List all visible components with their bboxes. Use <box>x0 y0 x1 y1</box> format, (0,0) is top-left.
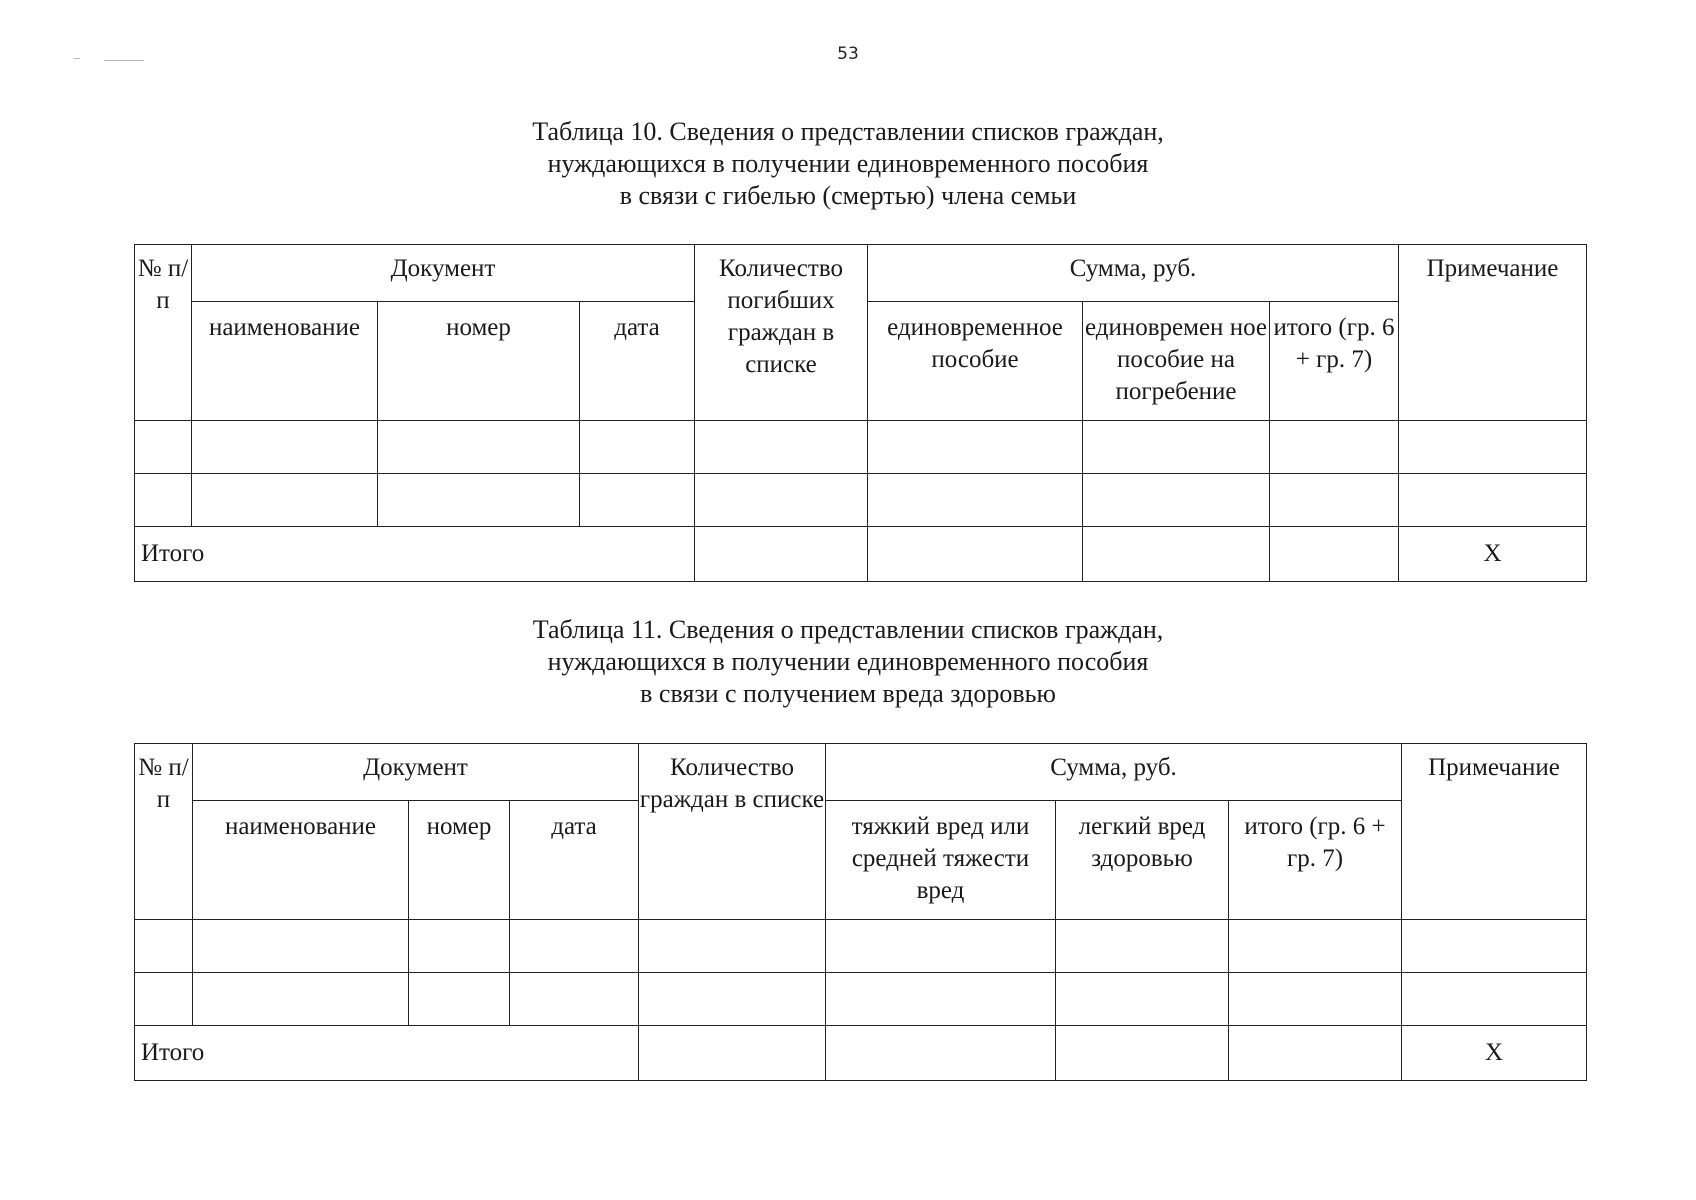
table-cell <box>510 920 639 973</box>
table-10 <box>134 244 1587 582</box>
header-doc-name: наименование <box>192 302 378 421</box>
total-label: Итого <box>135 527 695 582</box>
header-count: Количество погибших граждан в списке <box>695 245 868 421</box>
table-cell <box>580 421 695 474</box>
header-sum-col1: единовременное пособие <box>868 302 1083 421</box>
table-cell <box>135 920 193 973</box>
table-cell <box>826 973 1056 1026</box>
table-cell <box>192 421 378 474</box>
table-cell <box>1399 421 1587 474</box>
table-cell <box>639 973 826 1026</box>
header-doc-number: номер <box>409 801 510 920</box>
table-cell <box>695 474 868 527</box>
table-cell <box>193 973 409 1026</box>
table-cell <box>695 421 868 474</box>
table-cell <box>639 1026 826 1081</box>
table-row <box>135 421 1587 474</box>
table-cell <box>1402 920 1587 973</box>
page-number: 53 <box>837 44 859 64</box>
header-doc-date: дата <box>580 302 695 421</box>
header-sum: Сумма, руб. <box>826 744 1402 801</box>
table-cell <box>1270 527 1399 582</box>
table-cell <box>193 920 409 973</box>
table-10-title-line: в связи с гибелью (смертью) члена семьи <box>619 181 1077 210</box>
table-cell <box>1056 920 1229 973</box>
total-row <box>135 1026 1587 1081</box>
table-10-title-line: Таблица 10. Сведения о представлении списков граждан, <box>532 117 1164 146</box>
header-sum: Сумма, руб. <box>868 245 1399 302</box>
table-cell <box>510 973 639 1026</box>
table-cell <box>868 421 1083 474</box>
table-cell <box>135 421 192 474</box>
table-cell <box>639 920 826 973</box>
table-cell <box>1083 421 1270 474</box>
table-cell <box>378 474 580 527</box>
table-cell <box>1056 973 1229 1026</box>
total-note: Х <box>1402 1026 1587 1081</box>
scan-speck <box>104 60 144 61</box>
table-cell <box>1270 421 1399 474</box>
header-doc-date: дата <box>510 801 639 920</box>
header-sum-total: итого (гр. 6 + гр. 7) <box>1270 302 1399 421</box>
header-sum-col1: тяжкий вред или средней тяжести вред <box>826 801 1056 920</box>
table-cell <box>1083 474 1270 527</box>
table-cell <box>868 527 1083 582</box>
table-10-title <box>0 116 1696 212</box>
table-cell <box>826 1026 1056 1081</box>
table-11-title-line: нуждающихся в получении единовременного пособия <box>547 647 1149 676</box>
table-row <box>135 920 1587 973</box>
header-sum-col2: легкий вред здоровью <box>1056 801 1229 920</box>
table-11 <box>134 743 1587 1081</box>
table-cell <box>409 973 510 1026</box>
header-doc-name: наименование <box>193 801 409 920</box>
table-cell <box>135 474 192 527</box>
table-cell <box>868 474 1083 527</box>
table-cell <box>1229 920 1402 973</box>
table-11-title <box>0 614 1696 710</box>
table-cell <box>1056 1026 1229 1081</box>
table-11-title-line: Таблица 11. Сведения о представлении списков граждан, <box>532 615 1164 644</box>
scan-speck <box>74 58 80 59</box>
total-label: Итого <box>135 1026 639 1081</box>
table-cell <box>1229 973 1402 1026</box>
header-sum-total: итого (гр. 6 + гр. 7) <box>1229 801 1402 920</box>
table-cell <box>409 920 510 973</box>
table-cell <box>192 474 378 527</box>
table-cell <box>695 527 868 582</box>
total-note: Х <box>1399 527 1587 582</box>
header-doc-number: номер <box>378 302 580 421</box>
table-cell <box>826 920 1056 973</box>
table-cell <box>580 474 695 527</box>
table-row <box>135 973 1587 1026</box>
table-cell <box>1083 527 1270 582</box>
table-10-title-line: нуждающихся в получении единовременного пособия <box>547 149 1149 178</box>
table-cell <box>1270 474 1399 527</box>
table-cell <box>1229 1026 1402 1081</box>
header-row-number: № п/п <box>135 245 192 421</box>
header-document: Документ <box>192 245 695 302</box>
table-11-title-line: в связи с получением вреда здоровью <box>640 679 1056 708</box>
header-row-number: № п/п <box>135 744 193 920</box>
table-cell <box>135 973 193 1026</box>
table-cell <box>1399 474 1587 527</box>
header-note: Примечание <box>1399 245 1587 421</box>
total-row <box>135 527 1587 582</box>
table-cell <box>378 421 580 474</box>
header-note: Примечание <box>1402 744 1587 920</box>
header-document: Документ <box>193 744 639 801</box>
header-count: Количество граждан в списке <box>639 744 826 920</box>
header-sum-col2: единовремен ное пособие на погребение <box>1083 302 1270 421</box>
table-cell <box>1402 973 1587 1026</box>
table-row <box>135 474 1587 527</box>
